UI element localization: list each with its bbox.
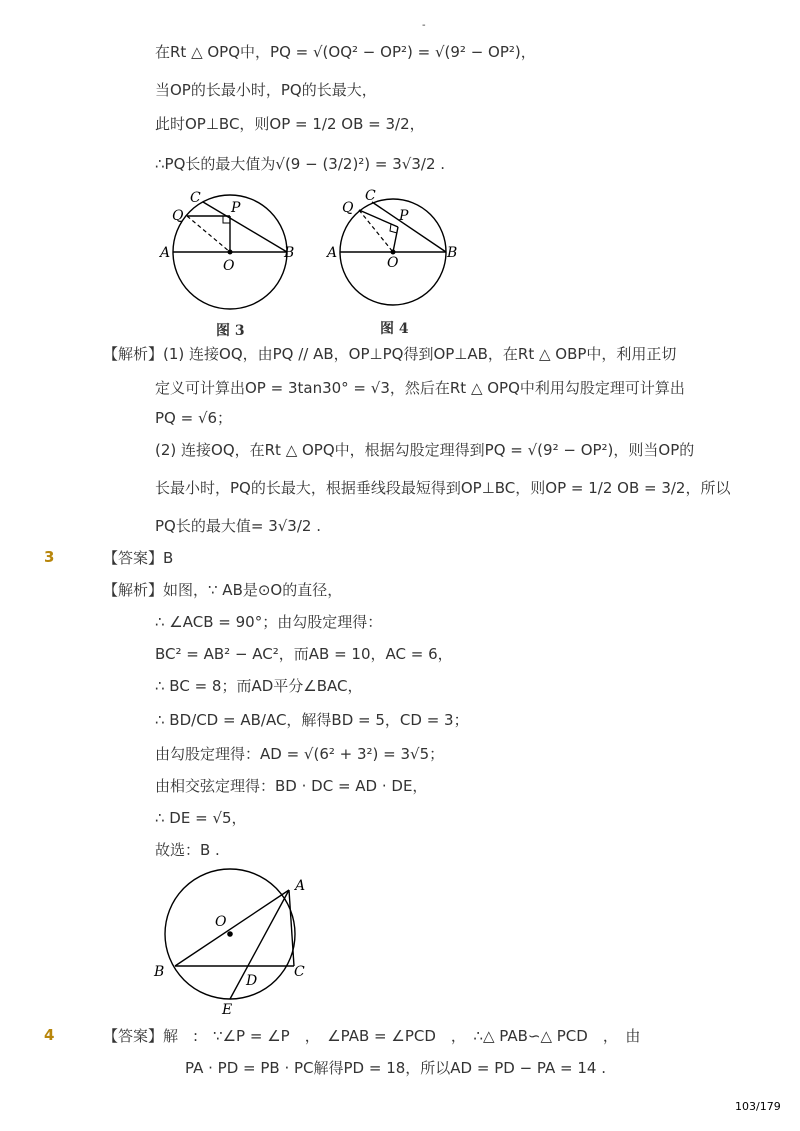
q3-analysis-line-3: BC² = AB² − AC²，而AB = 10，AC = 6， — [155, 645, 453, 663]
q3-label-c: C — [294, 964, 305, 980]
analysis-line-5: 长最小时，PQ的长最大，根据垂线段最短得到OP⊥BC，则OP = 1/2 OB = 3/2，所以 — [155, 479, 731, 497]
q3-analysis-line-1: 【解析】如图，∵ AB是⊙O的直径， — [103, 581, 343, 599]
analysis-line-3: PQ = √6； — [155, 409, 233, 427]
q3-analysis-line-7: 由相交弦定理得：BD · DC = AD · DE， — [155, 777, 428, 795]
fig3-label-p: P — [231, 200, 241, 216]
fig4-label-a: A — [327, 245, 338, 261]
fig3-label-b: B — [284, 245, 295, 261]
analysis-line-1: 【解析】(1) 连接OQ，由PQ // AB，OP⊥PQ得到OP⊥AB，在Rt △ OBP中，利用正切 — [103, 345, 677, 363]
q3-analysis-line-4: ∴ BC = 8；而AD平分∠BAC， — [155, 677, 363, 695]
figure-3-diagram — [158, 190, 294, 309]
fig4-label-p: P — [399, 208, 409, 224]
fig4-label-b: B — [447, 245, 458, 261]
q3-label-d: D — [246, 973, 258, 989]
q3-analysis-line-6: 由勾股定理得：AD = √(6² + 3²) = 3√5； — [155, 745, 445, 763]
fig3-label-o: O — [223, 258, 235, 274]
fig3-label-a: A — [160, 245, 171, 261]
q3-label-b: B — [154, 964, 165, 980]
page-number: 103/179 — [735, 1100, 781, 1113]
figures-3-4 — [150, 182, 480, 312]
figure-4-diagram — [325, 188, 457, 305]
question-3-figure — [148, 868, 323, 1018]
q3-analysis-line-9: 故选：B . — [155, 841, 220, 859]
question-4-answer-line-2: PA · PD = PB · PC解得PD = 18，所以AD = PD − PA = 14 . — [185, 1059, 606, 1077]
q3-label-e: E — [222, 1002, 233, 1018]
figure-4-caption: 图 4 — [380, 321, 409, 337]
q3-analysis-line-2: ∴ ∠ACB = 90°；由勾股定理得： — [155, 613, 383, 631]
fig4-label-q: Q — [342, 200, 354, 216]
analysis-line-6: PQ长的最大值= 3√3/2 . — [155, 517, 321, 535]
question-3-number: 3 — [44, 548, 55, 566]
solution-line-3: 此时OP⊥BC，则OP = 1/2 OB = 3/2， — [155, 115, 425, 133]
q3-analysis-line-5: ∴ BD/CD = AB/AC，解得BD = 5，CD = 3； — [155, 711, 469, 729]
top-mark: - — [422, 20, 426, 31]
figure-3-caption: 图 3 — [216, 323, 245, 339]
analysis-line-2: 定义可计算出OP = 3tan30° = √3，然后在Rt △ OPQ中利用勾股定理可计算出 — [155, 379, 685, 397]
fig3-label-q: Q — [172, 208, 184, 224]
fig4-label-c: C — [365, 188, 376, 204]
solution-line-4: ∴PQ长的最大值为√(9 − (3/2)²) = 3√3/2 . — [155, 155, 446, 173]
fig4-label-o: O — [387, 255, 399, 271]
q3-label-a: A — [295, 878, 306, 894]
solution-line-1: 在Rt △ OPQ中，PQ = √(OQ² − OP²) = √(9² − OP²)， — [155, 43, 536, 61]
q3-analysis-line-8: ∴ DE = √5， — [155, 809, 247, 827]
question-4-answer-line-1: 【答案】解 : ∵∠P = ∠P ， ∠PAB = ∠PCD ， ∴△ PAB∽△ PCD ， 由 — [103, 1027, 641, 1045]
analysis-line-4: (2) 连接OQ，在Rt △ OPQ中，根据勾股定理得到PQ = √(9² − OP²)，则当OP的 — [155, 441, 695, 459]
fig3-label-c: C — [190, 190, 201, 206]
question-4-number: 4 — [44, 1026, 55, 1044]
solution-line-2: 当OP的长最小时，PQ的长最大， — [155, 81, 377, 99]
question-3-answer: 【答案】B — [103, 549, 174, 567]
q3-label-o: O — [215, 914, 227, 930]
